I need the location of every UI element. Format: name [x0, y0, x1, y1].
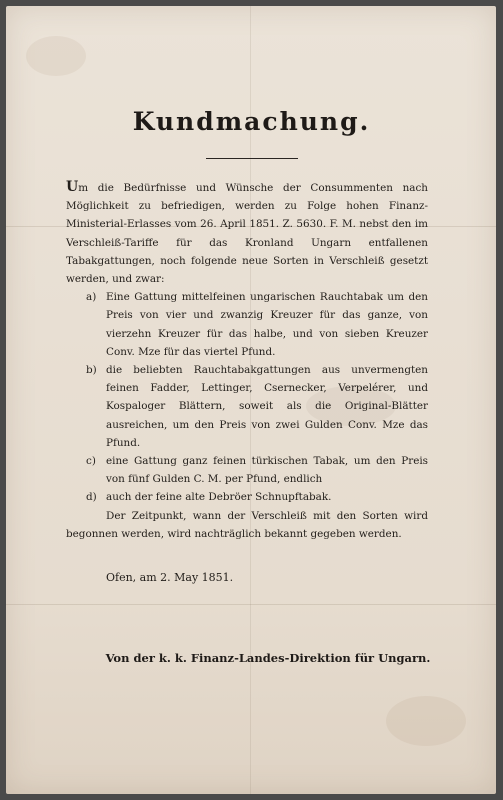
fold-line: [6, 604, 496, 605]
item-text: die beliebten Rauchtabakgattungen aus unvermengten feinen Fadder, Lettinger, Csernecker, Verpelérer, und Kospaloger Blättern, soweit als die Original-Blätter ausreichen, um den Preis von zwei Gulden Conv. Mze das Pfund.: [106, 364, 428, 449]
intro-text: m die Bedürfnisse und Wünsche der Consummenten nach Möglichkeit zu befriedigen, werden zu Folge hohen Finanz-Ministerial-Erlasses vom 26. April 1851. Z. 5630. F. M. nebst den im Verschleiß-Tariffe für das Kronland Ungarn entfallenen Tabakgattungen, noch folgende neue Sorten in Verschleiß gesetzt werden, und zwar:: [66, 182, 428, 286]
document-title: Kundmachung.: [132, 107, 371, 136]
list-item: [66, 288, 428, 361]
title-rule: [206, 158, 298, 159]
intro-paragraph: [66, 178, 428, 288]
document-body: [66, 178, 428, 543]
drop-initial: U: [66, 179, 79, 195]
date-line: Ofen, am 2. May 1851.: [106, 571, 234, 584]
item-letter: c): [86, 455, 96, 468]
list-item: [66, 488, 428, 506]
list-item: [66, 361, 428, 452]
paper-stain: [26, 36, 86, 76]
signature-line: Von der k. k. Finanz-Landes-Direktion für Ungarn.: [105, 651, 431, 665]
item-text: Eine Gattung mittelfeinen ungarischen Rauchtabak um den Preis von vier und zwanzig Kreuzer für das ganze, von vierzehn Kreuzer für das halbe, und von sieben Kreuzer Conv. Mze für das viertel Pfund.: [106, 291, 428, 358]
item-letter: a): [86, 291, 97, 304]
item-letter: d): [86, 491, 97, 504]
item-text: eine Gattung ganz feinen türkischen Tabak, um den Preis von fünf Gulden C. M. per Pfund, endlich: [106, 455, 428, 486]
closing-paragraph: Der Zeitpunkt, wann der Verschleiß mit den Sorten wird begonnen werden, wird nachträglich bekannt gegeben werden.: [66, 509, 428, 540]
paper-stain: [386, 696, 466, 746]
item-letter: b): [86, 364, 97, 377]
list-item: [66, 452, 428, 488]
item-text: auch der feine alte Debröer Schnupftabak.: [106, 491, 332, 504]
item-list: [66, 288, 428, 506]
